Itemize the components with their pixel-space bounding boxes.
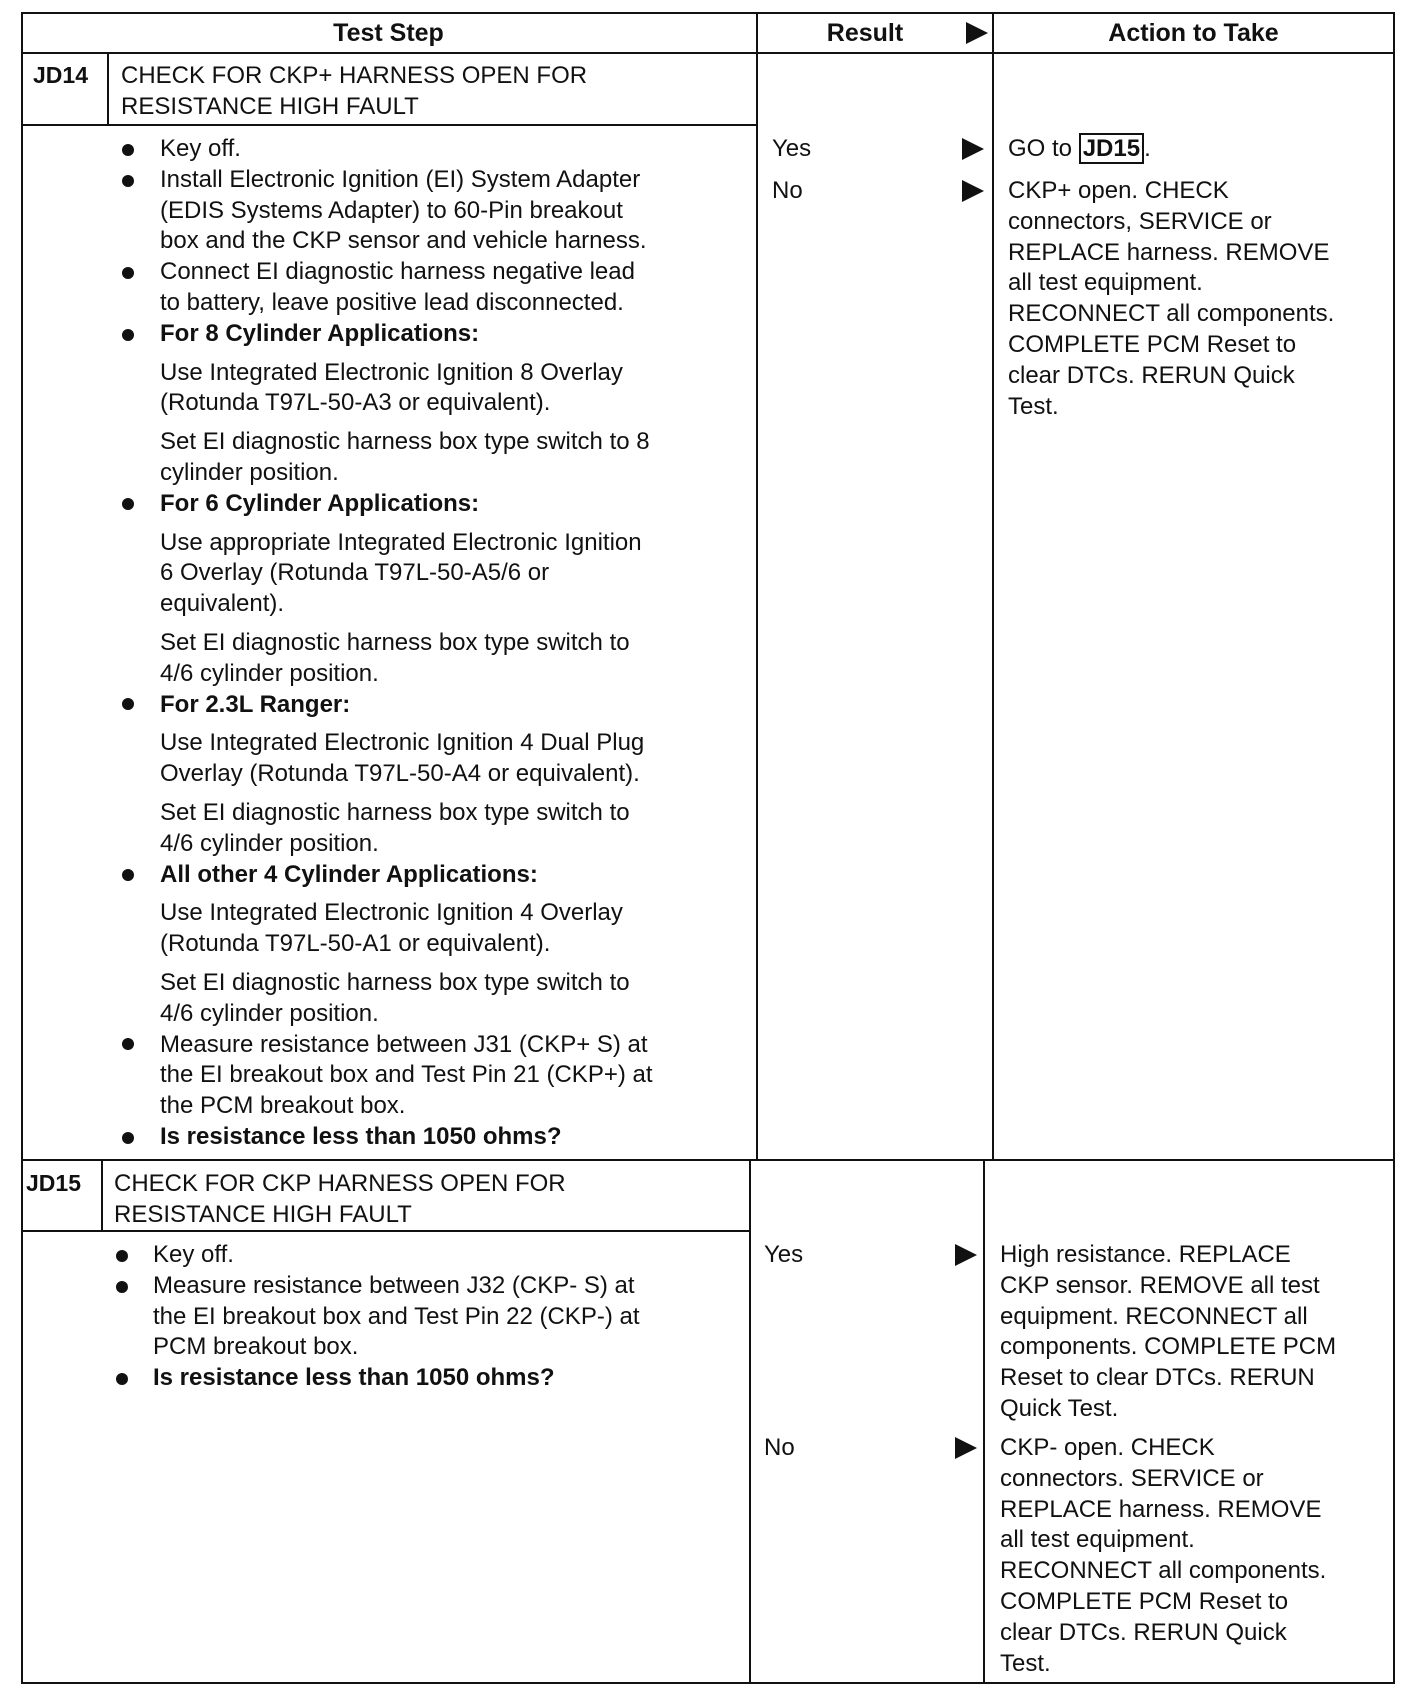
header-bottom-border — [21, 52, 1395, 54]
jd15-id-divider — [101, 1159, 103, 1232]
goto-jd15-link[interactable]: JD15 — [1079, 133, 1144, 164]
step-title-jd14: CHECK FOR CKP+ HARNESS OPEN FOR RESISTANCE HIGH FAULT — [121, 62, 588, 120]
col-action-divider-lower — [983, 1159, 985, 1684]
header-action: Action to Take — [1108, 19, 1279, 47]
header-result: Result — [826, 19, 904, 47]
bullet-icon — [116, 1281, 128, 1293]
step-title-jd15: CHECK FOR CKP HARNESS OPEN FOR RESISTANCE HIGH FAULT — [114, 1170, 566, 1228]
bullet-icon — [116, 1250, 128, 1262]
action-no-jd15: CKP- open. CHECK connectors. SERVICE or REPLACE harness. REMOVE all test equipment. RECONNECT all components. COMPLETE PCM Reset to clear DTCs. RERUN Quick Test. — [1000, 1434, 1327, 1677]
bullet-icon — [122, 1038, 134, 1050]
action-goto-jd15: GO to JD15 . — [1008, 135, 1151, 162]
result-yes-jd14: Yes — [772, 135, 812, 162]
bullet-icon — [122, 1132, 134, 1144]
result-arrow-icon — [962, 138, 984, 160]
bullet-icon — [122, 267, 134, 279]
action-yes-jd15: High resistance. REPLACE CKP sensor. REMOVE all test equipment. RECONNECT all components. COMPLETE PCM Reset to clear DTCs. RERUN Quick Test. — [1000, 1241, 1337, 1422]
table-left-border — [21, 12, 23, 1684]
bullet-icon — [122, 144, 134, 156]
bullet-icon — [122, 698, 134, 710]
result-arrow-icon — [955, 1244, 977, 1266]
bullet-icon — [122, 175, 134, 187]
result-no-jd14: No — [772, 177, 803, 204]
col-action-divider-upper — [992, 12, 994, 1161]
action-no-jd14: CKP+ open. CHECK connectors, SERVICE or REPLACE harness. REMOVE all test equipment. RECONNECT all components. COMPLETE PCM Reset to clear DTCs. RERUN Quick Test. — [1008, 177, 1335, 420]
result-no-jd15: No — [764, 1434, 795, 1461]
col-result-divider-lower — [749, 1159, 751, 1684]
bullet-icon — [116, 1373, 128, 1385]
table-top-border — [21, 12, 1395, 14]
col-result-divider-upper — [756, 12, 758, 1161]
table-bottom-border — [21, 1682, 1395, 1684]
result-arrow-icon — [955, 1437, 977, 1459]
step-body-jd14: Key off. Install Electronic Ignition (EI) System Adapter (EDIS Systems Adapter) to 60-Pin breakout box and the CKP sensor and vehicle harness. Connect EI diagnostic harness negative lead to battery, leave positive lead disconnected. For 8 Cylinder Applications: Use Integrated Electronic Ignition 8 Overlay (Rotunda T97L-50-A3 or equivalent). Set EI diagnostic harness box type switch to 8 cylinder position. For 6 Cylinder Applications: Use appropriate Integrated Electronic Ignition 6 Overlay (Rotunda T97L-50-A5/6 or equivalent). Set EI diagnostic harness box type switch to 4/6 cylinder position. For 2.3L Ranger: Use Integrated Electronic Ignition 4 Dual Plug Overlay (Rotunda T97L-50-A4 or equivalent). Set EI diagnostic harness box type switch to 4/6 cylinder position. All other 4 Cylinder Applications: Use Integrated Electronic Ignition 4 Overlay (Rotunda T97L-50-A1 or equivalent). Set EI diagnostic harness box type switch to 4/6 cylinder position. Measure resistance between J31 (CKP+ S) at the EI breakout box and Test Pin 21 (CKP+) at the PCM breakout box. Is resistance less than 1050 ohms? — [160, 135, 653, 1150]
header-arrow-icon — [966, 22, 988, 44]
bullet-icon — [122, 869, 134, 881]
jd14-title-bottom-border — [21, 124, 758, 126]
step-body-jd15: Key off. Measure resistance between J32 (CKP- S) at the EI breakout box and Test Pin 22 (CKP-) at PCM breakout box. Is resistance less than 1050 ohms? — [153, 1241, 640, 1392]
bullet-icon — [122, 498, 134, 510]
table-right-border — [1393, 12, 1395, 1684]
result-arrow-icon — [962, 180, 984, 202]
jd14-id-divider — [107, 52, 109, 126]
step-id-jd14: JD14 — [33, 62, 88, 88]
jd14-jd15-divider — [21, 1159, 1395, 1161]
result-yes-jd15: Yes — [764, 1241, 804, 1268]
jd15-title-bottom-border — [21, 1230, 751, 1232]
header-test-step: Test Step — [333, 19, 444, 47]
step-id-jd15: JD15 — [26, 1170, 81, 1196]
bullet-icon — [122, 329, 134, 341]
